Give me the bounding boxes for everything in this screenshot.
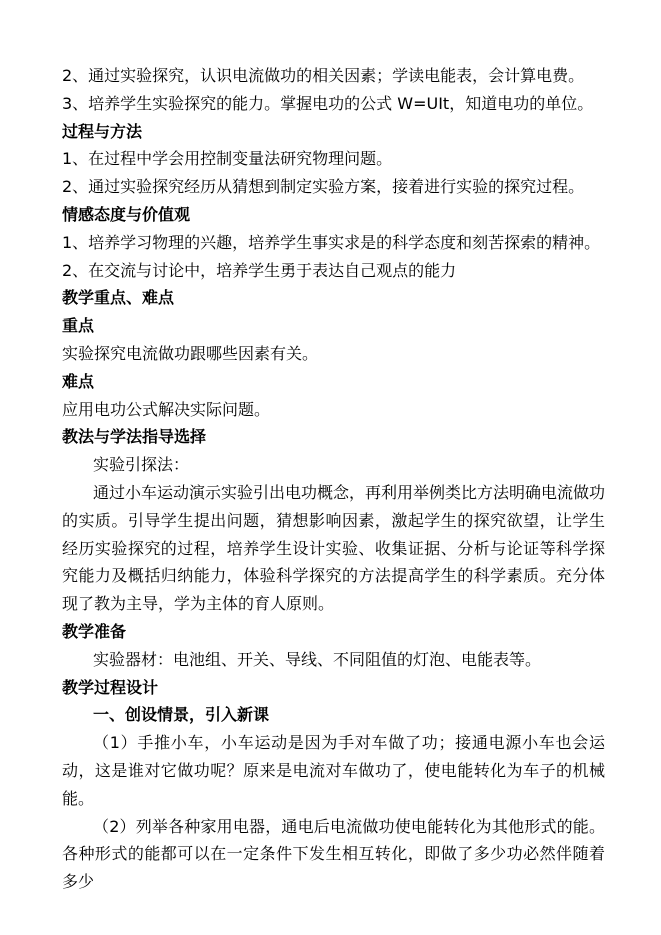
list-item: 3、培养学生实验探究的能力。掌握电功的公式 W=UIt，知道电功的单位。 bbox=[62, 93, 594, 113]
body-paragraph: 实验器材：电池组、开关、导线、不同阻值的灯泡、电能表等。 bbox=[93, 649, 542, 669]
list-item: 1、培养学习物理的兴趣，培养学生事实求是的科学态度和刻苦探索的精神。 bbox=[62, 232, 601, 252]
body-paragraph: 实验引探法： bbox=[93, 455, 190, 475]
section-heading: 教学准备 bbox=[62, 621, 127, 641]
body-paragraph: （1）手推小车，小车运动是因为手对车做了功；接通电源小车也会运动，这是谁对它做功呢？原来是电流对车做功了，使电能转化为车子的机械能。 bbox=[62, 733, 605, 808]
document-content bbox=[62, 62, 605, 896]
section-heading: 教法与学法指导选择 bbox=[62, 427, 207, 447]
section-heading: 教学过程设计 bbox=[62, 677, 159, 697]
list-item: 1、在过程中学会用控制变量法研究物理问题。 bbox=[62, 149, 393, 169]
body-paragraph: 通过小车运动演示实验引出电功概念，再利用举例类比方法明确电流做功的实质。引导学生提出问题，猜想影响因素，激起学生的探究欲望，让学生经历实验探究的过程，培养学生设计实验、收集证据、分析与论证等科学探究能力及概括归纳能力，体验科学探究的方法提高学生的科学素质。充分体现了教为主导，学为主体的育人原则。 bbox=[62, 482, 606, 614]
list-item: 2、通过实验探究，认识电流做功的相关因素；学读电能表，会计算电费。 bbox=[62, 66, 585, 85]
list-item: 2、通过实验探究经历从猜想到制定实验方案，接着进行实验的探究过程。 bbox=[62, 177, 585, 197]
body-paragraph: （2）列举各种家用电器，通电后电流做功使电能转化为其他形式的能。各种形式的能都可以在一定条件下发生相互转化，即做了多少功必然伴随着多少 bbox=[62, 816, 605, 892]
list-item: 应用电功公式解决实际问题。 bbox=[62, 399, 271, 419]
sub-heading: 重点 bbox=[62, 316, 95, 336]
numbered-heading: 一、创设情景，引入新课 bbox=[93, 705, 270, 725]
section-heading: 教学重点、难点 bbox=[62, 288, 175, 308]
sub-heading: 过程与方法 bbox=[62, 121, 143, 141]
list-item: 2、在交流与讨论中，培养学生勇于表达自己观点的能力 bbox=[62, 260, 457, 280]
list-item: 实验探究电流做功跟哪些因素有关。 bbox=[62, 343, 319, 363]
sub-heading: 难点 bbox=[62, 371, 95, 391]
sub-heading: 情感态度与价值观 bbox=[62, 204, 191, 224]
